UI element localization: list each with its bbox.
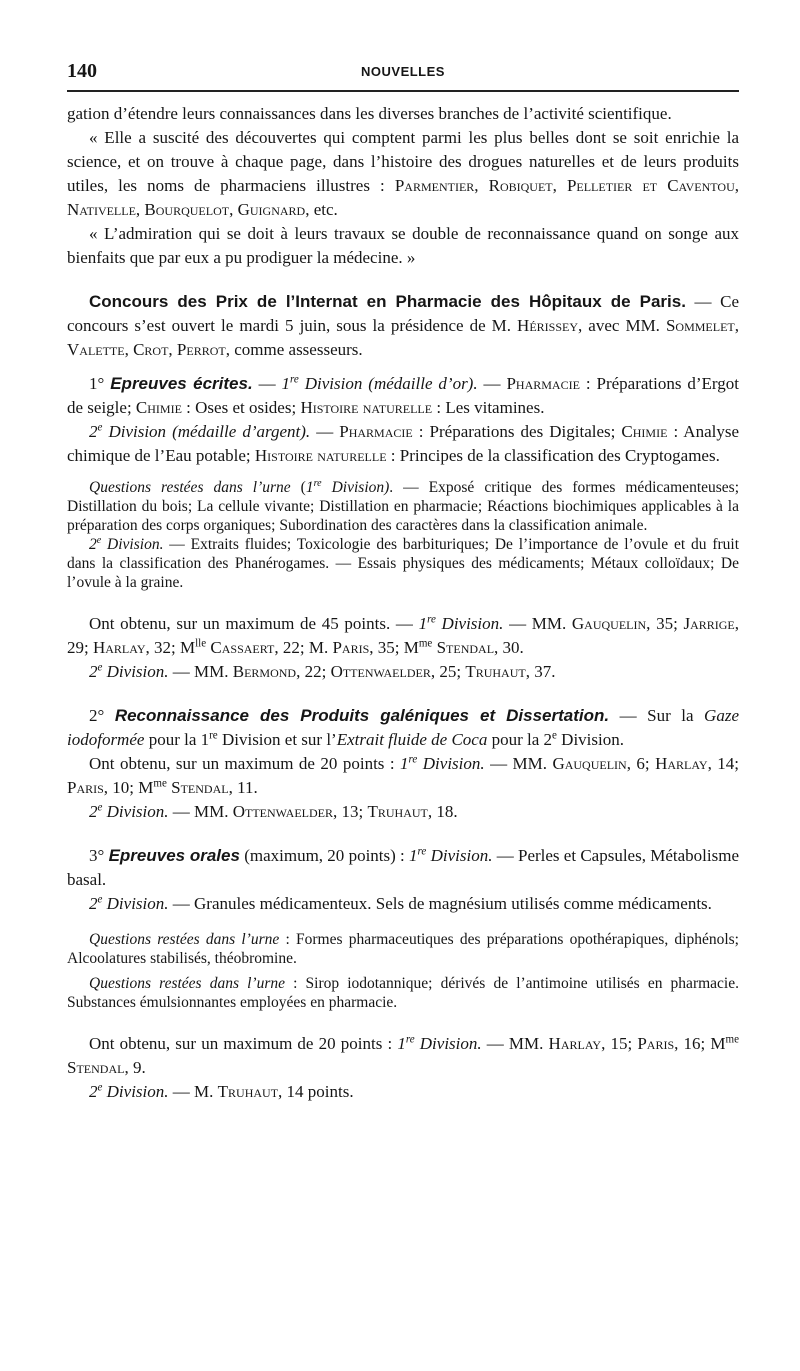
section-text: (maximum, 20 points) :: [239, 846, 410, 865]
division-label: [306, 479, 389, 496]
paragraph-admiration: « L’admiration qui se doit à leurs travaux se double de reconnaissance quand on songe aux bienfaits que par eux a pu prodiguer la médecine. »: [67, 224, 739, 267]
candidate-score: , 15;: [601, 1034, 638, 1053]
division-label: [409, 846, 492, 865]
questions-label: Questions restées dans l’urne: [89, 975, 285, 992]
results-reconnaissance-div1: [67, 752, 739, 800]
results-oral-div1: [67, 1032, 739, 1080]
division-label: [419, 614, 504, 633]
division-label: [89, 422, 310, 441]
candidate-name: Paris: [637, 1034, 675, 1053]
candidate-name: Cassaert: [210, 638, 275, 657]
section-number: 2°: [89, 706, 115, 725]
subject-chimie: Chimie: [621, 422, 668, 441]
ordinal-sup: re: [405, 1033, 415, 1046]
candidate-name: Harlay: [655, 754, 708, 773]
ordinal-sup: e: [96, 534, 102, 546]
paren: (: [290, 479, 306, 496]
subject-text: : Analyse chimique de l’Eau potable;: [67, 422, 739, 465]
results-oral-div2: [67, 1080, 739, 1104]
separator: —: [477, 374, 507, 393]
section-text: pour la 1: [144, 730, 210, 749]
division-label: [89, 894, 169, 913]
candidate-score: , 16; M: [674, 1034, 726, 1053]
candidate-name: Stendal: [171, 778, 229, 797]
ordinal-sup: re: [209, 729, 218, 742]
candidate-score: , 9.: [124, 1058, 146, 1077]
candidate-name: Truhaut: [217, 1082, 279, 1101]
division-label: [397, 1034, 481, 1053]
candidate-score: , 11.: [228, 778, 258, 797]
ordinal-sup: re: [313, 477, 322, 489]
discoveries-text: « Elle a suscité des découvertes qui comptent parmi les plus belles dont se soit enrichie la science, et on trouve à chaque page, dans l’histoire des drogues naturelles et de leurs produits utiles, les noms de pharmaciens illustres :: [67, 128, 739, 195]
results-text: — M.: [168, 1082, 218, 1101]
results-written-div1: [67, 612, 739, 660]
candidate-name: Stendal: [436, 638, 495, 657]
ordinal-sup: e: [97, 893, 103, 906]
candidate-name: Jarrige: [683, 614, 735, 633]
candidate-name: Truhaut: [367, 802, 428, 821]
concours-text-3: , comme assesseurs.: [225, 340, 363, 359]
division-label: [89, 1082, 169, 1101]
division-text: Division.: [435, 614, 504, 633]
questions-text: . — Exposé critique des formes médicamenteuses; Distillation du bois; La cellule vivante; Distillation en pharmacie; Réactions biochimiques applicables à la préparation des corps organiques; Subordination des caractères dans la classification animale.: [67, 479, 740, 534]
title-sup: me: [418, 637, 433, 650]
results-intro: Ont obtenu, sur un maximum de 20 points :: [89, 754, 401, 773]
division-number: 1: [305, 479, 314, 496]
oral-exams-div1: [67, 844, 739, 892]
candidate-name: Ottenwaelder: [232, 802, 334, 821]
product-name: Extrait fluide de Coca: [336, 730, 488, 749]
division-number: 1: [409, 846, 418, 865]
candidate-name: Harlay: [548, 1034, 602, 1053]
candidate-score: , 25;: [430, 662, 466, 681]
candidate-score: , 10; M: [103, 778, 154, 797]
division-label: [400, 754, 485, 773]
subject-text: : Principes de la classification des Cryptogames.: [386, 446, 720, 465]
candidate-score: , 22; M.: [274, 638, 333, 657]
candidate-score: , 22;: [296, 662, 331, 681]
division-text: Division): [321, 479, 390, 496]
division-number: 1: [397, 1034, 406, 1053]
questions-label: Questions restées dans l’urne: [89, 479, 291, 496]
ordinal-sup: e: [97, 661, 103, 674]
questions-text: : Sirop iodotannique; dérivés de l’antimoine utilisés en pharmacie. Substances émulsionnantes employées en pharmacie.: [67, 975, 739, 1011]
division-label: [89, 802, 169, 821]
candidate-score: , 14;: [707, 754, 739, 773]
paragraph-continuation: gation d’étendre leurs connaissances dans les diverses branches de l’activité scientifique.: [67, 104, 672, 123]
results-intro: Ont obtenu, sur un maximum de 20 points :: [89, 1034, 398, 1053]
candidate-name: Harlay: [92, 638, 146, 657]
candidate-score: , 29;: [67, 614, 740, 657]
division-number: 1: [281, 374, 291, 393]
candidate-score: , 32; M: [145, 638, 196, 657]
questions-label: Questions restées dans l’urne: [89, 931, 280, 948]
title-sup: lle: [195, 637, 207, 650]
division-number: 2: [89, 422, 98, 441]
ordinal-sup: re: [408, 753, 418, 766]
questions-text: : Formes pharmaceutiques des préparations opothérapiques, diphénols; Alcoolatures stabilisés, théobromine.: [67, 931, 739, 967]
subject-pharmacie: Pharmacie: [506, 374, 580, 393]
results-text: — MM.: [503, 614, 572, 633]
running-title: NOUVELLES: [361, 64, 445, 79]
concours-title: Concours des Prix de l’Internat en Pharmacie des Hôpitaux de Paris.: [89, 292, 686, 311]
ordinal-sup: e: [97, 801, 103, 814]
candidate-name: Stendal: [67, 1058, 125, 1077]
product-name: Gaze iodoformée: [67, 706, 739, 749]
results-text: — MM.: [484, 754, 553, 773]
section-text: — Sur la: [609, 706, 705, 725]
concours-text-1: — Ce concours s’est ouvert le mardi 5 juin, sous la présidence de M.: [67, 292, 740, 335]
candidate-score: , 37.: [525, 662, 556, 681]
ordinal-sup: e: [552, 729, 557, 742]
section-label: Epreuves orales: [108, 846, 240, 865]
division-text: Division.: [102, 1082, 169, 1101]
paragraph-discoveries: [67, 126, 739, 222]
division-number: 2: [89, 894, 98, 913]
candidate-name: Paris: [332, 638, 370, 657]
results-intro: Ont obtenu, sur un maximum de 45 points. —: [89, 614, 419, 633]
discoveries-end: , etc.: [305, 200, 338, 219]
division-text: Division.: [426, 846, 493, 865]
division-number: 2: [89, 802, 98, 821]
division-text: Division.: [414, 1034, 482, 1053]
candidate-name: Gauquelin: [552, 754, 627, 773]
section-number: 3°: [89, 846, 109, 865]
candidate-name: Paris: [67, 778, 104, 797]
division-number: 2: [89, 662, 98, 681]
section-label: Epreuves écrites.: [110, 374, 253, 393]
questions-urne-oral-div2: [67, 974, 739, 1012]
ordinal-sup: re: [417, 845, 427, 858]
division-number: 2: [89, 536, 97, 553]
subject-text: : Oses et osides;: [181, 398, 301, 417]
title-sup: me: [153, 777, 167, 790]
division-text: Division (médaille d’or).: [298, 374, 478, 393]
division-number: 1: [400, 754, 409, 773]
questions-urne-oral-div1: [67, 930, 739, 968]
section-text: Division.: [556, 730, 624, 749]
candidate-name: Gauquelin: [571, 614, 647, 633]
written-exams-div1: [67, 372, 739, 420]
separator: —: [310, 422, 340, 441]
journal-page: [67, 58, 739, 1104]
results-text: — MM.: [168, 802, 233, 821]
subject-text: : Préparations d’Ergot de seigle;: [67, 374, 740, 417]
division-number: 1: [418, 614, 428, 633]
candidate-name: Truhaut: [465, 662, 526, 681]
division-text: Division.: [102, 662, 169, 681]
running-header: [67, 58, 739, 92]
results-reconnaissance-div2: [67, 800, 739, 824]
candidate-score: , 18.: [427, 802, 458, 821]
concours-paragraph: [67, 290, 739, 362]
candidate-score: , 13;: [333, 802, 368, 821]
questions-text: — Extraits fluides; Toxicologie des barbituriques; De l’importance de l’ovule et du fruit dans la classification des Phanérogames. — Essais physiques des médicaments; Métaux colloïdaux; De l’ovule à la graine.: [67, 536, 740, 591]
assessor-names: Sommelet, Valette, Crot, Perrot: [67, 316, 739, 359]
candidate-name: Bermond: [232, 662, 297, 681]
division-text: Division.: [417, 754, 485, 773]
ordinal-sup: e: [97, 421, 103, 434]
section-number: 1°: [89, 374, 111, 393]
ordinal-sup: e: [97, 1081, 103, 1094]
candidate-score: , 35; M: [369, 638, 419, 657]
subject-text: : Les vitamines.: [432, 398, 545, 417]
candidate-score: , 6;: [626, 754, 656, 773]
candidate-score: , 30.: [494, 638, 524, 657]
division-number: 2: [89, 1082, 98, 1101]
subject-text: : Préparations des Digitales;: [412, 422, 622, 441]
division-text: Division (médaille d’argent).: [102, 422, 311, 441]
results-written-div2: [67, 660, 739, 684]
candidate-score: , 14 points.: [278, 1082, 354, 1101]
section-text: — Perles et Capsules, Métabolisme basal.: [67, 846, 739, 889]
pharmacist-names: Parmentier, Robiquet, Pelletier et Caventou, Nativelle, Bourquelot, Guignard: [67, 176, 740, 219]
oral-exams-div2: [67, 892, 739, 916]
page-number: 140: [67, 60, 97, 82]
ordinal-sup: re: [290, 373, 299, 386]
division-text: Division.: [102, 802, 169, 821]
reconnaissance-paragraph: [67, 704, 739, 752]
questions-urne-written: [67, 478, 739, 535]
division-text: Division.: [101, 536, 164, 553]
results-text: — MM.: [168, 662, 233, 681]
ordinal-sup: re: [427, 613, 436, 626]
division-label: [89, 662, 169, 681]
subject-histoire: Histoire naturelle: [254, 446, 387, 465]
section-text: pour la 2: [487, 730, 553, 749]
subject-chimie: Chimie: [135, 398, 182, 417]
section-label: Reconnaissance des Produits galéniques et Dissertation.: [114, 706, 610, 725]
concours-text-2: , avec MM.: [578, 316, 666, 335]
division-label: [282, 374, 478, 393]
title-sup: me: [725, 1033, 739, 1046]
subject-histoire: Histoire naturelle: [300, 398, 433, 417]
division-label: [89, 536, 163, 553]
questions-urne-written-div2: [67, 535, 739, 592]
division-text: Division.: [102, 894, 169, 913]
results-text: — MM.: [481, 1034, 549, 1053]
subject-pharmacie: Pharmacie: [339, 422, 413, 441]
president-name: Hérissey: [517, 316, 578, 335]
section-text: Division et sur l’: [217, 730, 337, 749]
candidate-score: , 35;: [646, 614, 684, 633]
written-exams-div2: [67, 420, 739, 468]
candidate-name: Ottenwaelder: [330, 662, 431, 681]
separator: —: [252, 374, 282, 393]
section-text: — Granules médicamenteux. Sels de magnésium utilisés comme médicaments.: [168, 894, 712, 913]
